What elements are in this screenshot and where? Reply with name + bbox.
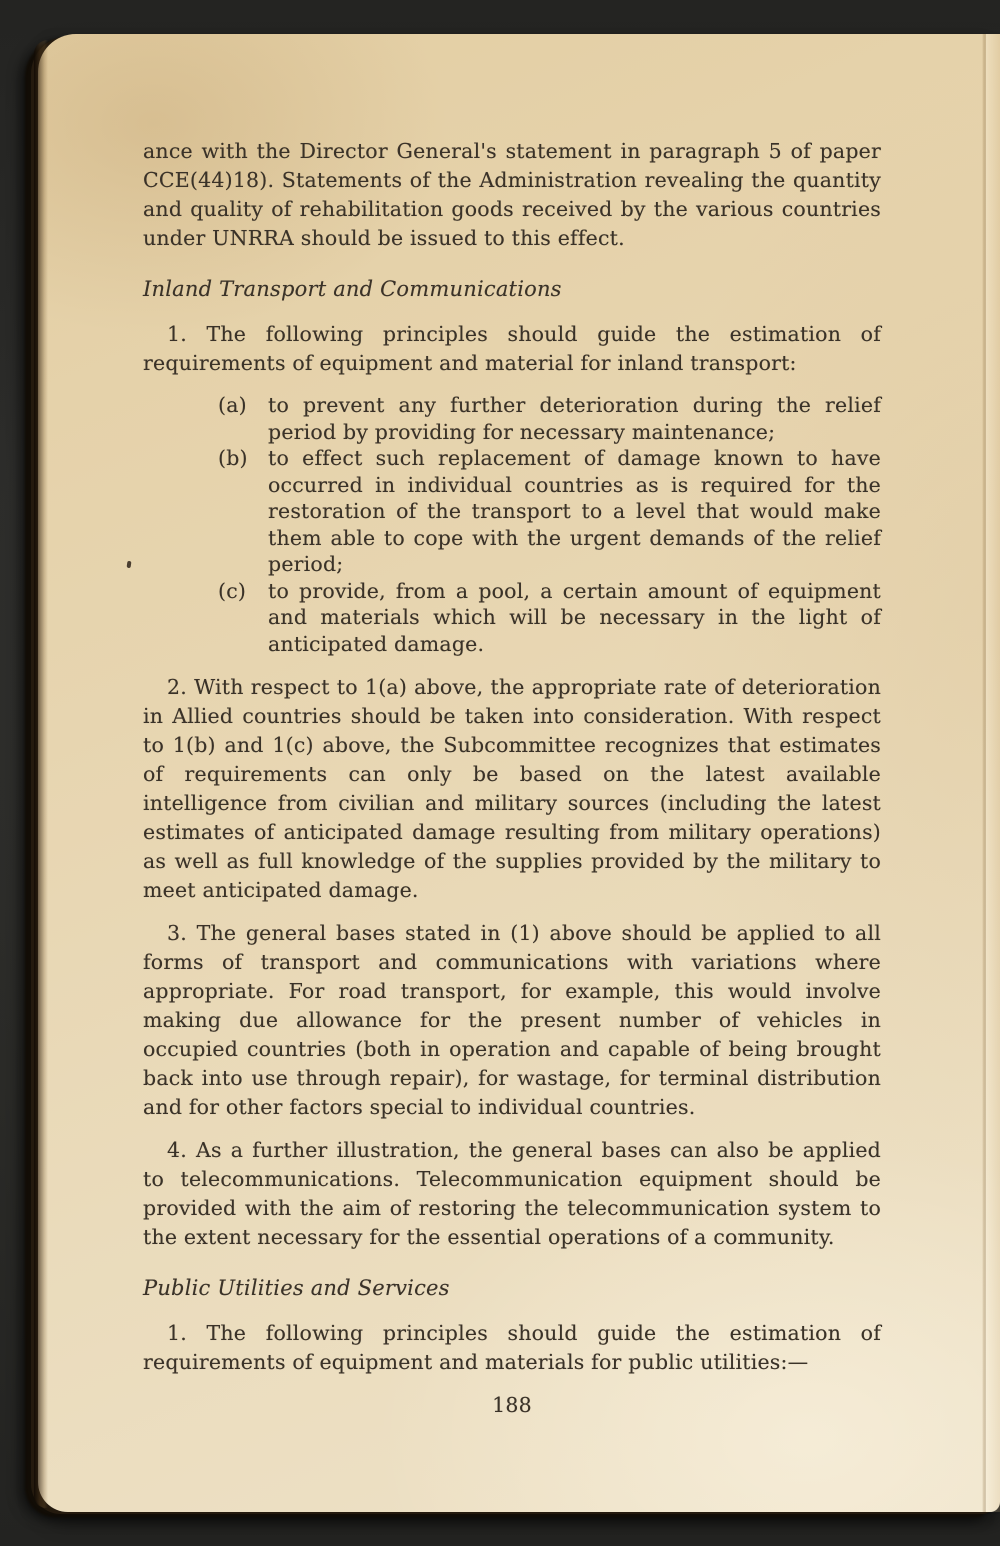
paragraph-inland-3: 3. The general bases stated in (1) above should be applied to all forms of transport and communications with variations where appropriate. For road transport, for example, this would involve making due allowance for the present number of vehicles in occupied countries (both in operation and capable of being brought back into use through repair), for wastage, for terminal distribution and for other factors special to individual countries. [143,921,881,1119]
list-item-text: to prevent any further deterioration during the relief period by providing for necessary maintenance; [268,393,881,444]
list-item-b [218,445,881,578]
page-content [143,137,881,1420]
ink-speck [127,561,132,568]
paragraph-continuation: ance with the Director General's statement in paragraph 5 of paper CCE(44)18). Statements of the Administration revealing the quantity and quality of rehabilitation goods received by the various countries under UNRRA should be issued to this effect. [143,139,881,250]
page-right-margin-sliver [986,34,1000,1512]
list-item-label: (a) [218,393,247,417]
page-gutter-crease [982,34,986,1512]
list-item-label: (c) [218,578,247,603]
paragraph-inland-1: 1. The following principles should guide the estimation of requirements of equipment and material for inland transport: [143,322,881,375]
book-page [38,34,1000,1512]
section-heading-public-utilities: Public Utilities and Services [143,1276,450,1300]
list-item-a [218,392,881,445]
list-item-text: to effect such replacement of damage known to have occurred in individual countries as is required for the restoration of the transport to a level that would make them able to cope with the urgent demands of the relief period; [268,446,881,576]
paragraph-utilities-1: 1. The following principles should guide the estimation of requirements of equipment and materials for public utilities:— [143,1321,881,1374]
page-number: 188 [492,1393,532,1417]
list-item-label: (b) [218,446,248,470]
paragraph-inland-2: 2. With respect to 1(a) above, the appropriate rate of deterioration in Allied countries should be taken into consideration. With respect to 1(b) and 1(c) above, the Subcommittee recognizes that estimates of requirements can only be based on the latest available intelligence from civilian and military sources (including the latest estimates of anticipated damage resulting from military operations) as well as full knowledge of the supplies provided by the military to meet anticipated damage. [143,675,881,902]
lettered-list [143,392,881,657]
list-item-text: to provide, from a pool, a certain amount of equipment and materials which will be necessary in the light of anticipated damage. [268,578,881,656]
list-item-c [218,578,881,658]
section-heading-inland-transport: Inland Transport and Communications [143,277,562,301]
paragraph-inland-4: 4. As a further illustration, the general bases can also be applied to telecommunications. Telecommunication equipment should be provided with the aim of restoring the telecommunication system to the extent necessary for the essential operations of a community. [143,1138,881,1249]
page-edge-stack [34,40,48,1508]
